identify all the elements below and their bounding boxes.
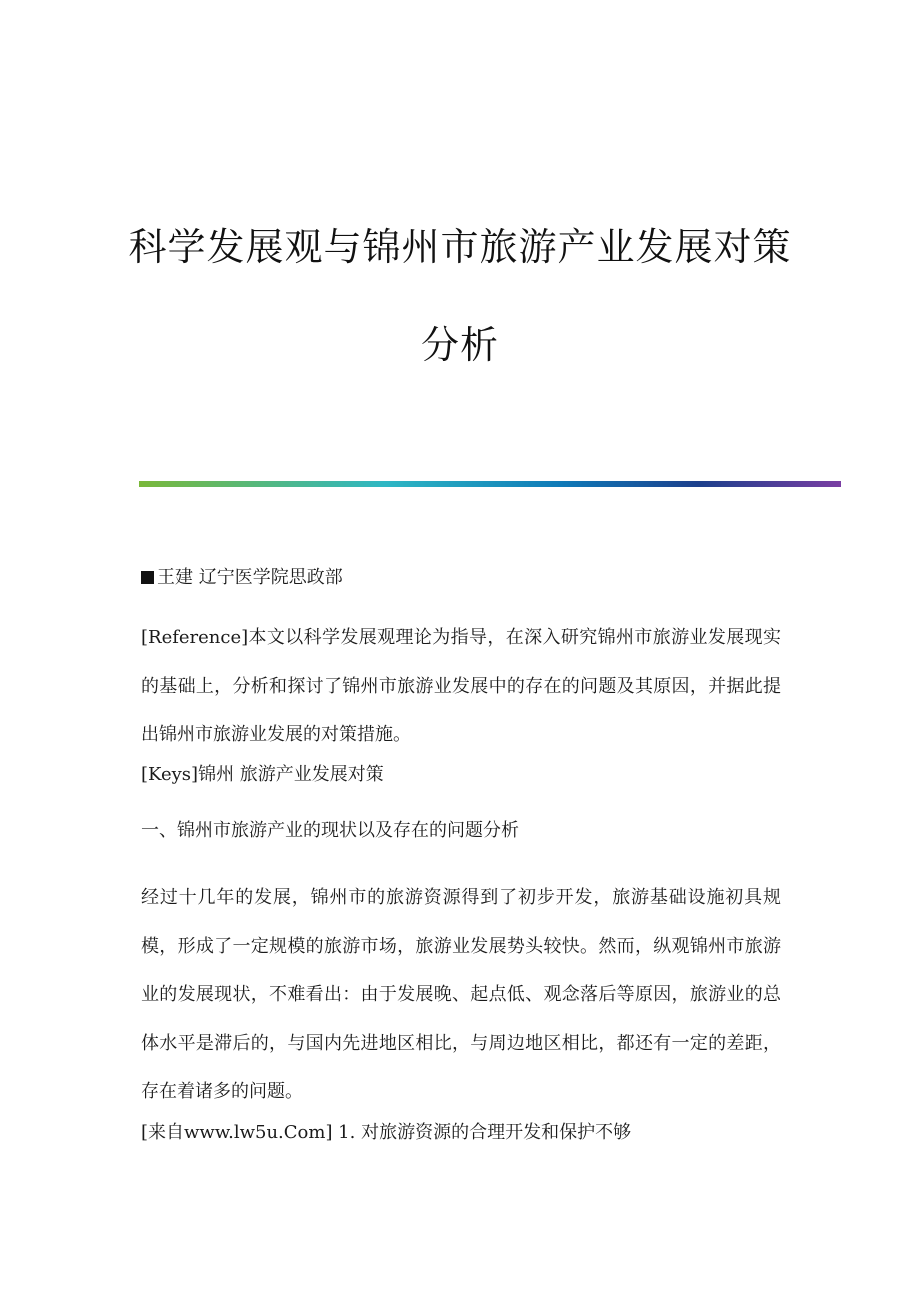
gradient-divider <box>139 481 841 487</box>
author-text: 王建 辽宁医学院思政部 <box>157 567 343 588</box>
document-title-line-1: 科学发展观与锦州市旅游产业发展对策 <box>128 225 792 269</box>
document-title-line-2: 分析 <box>420 323 499 367</box>
keywords-line: [Keys]锦州 旅游产业发展对策 <box>141 764 384 785</box>
abstract-paragraph: [Reference]本文以科学发展观理论为指导，在深入研究锦州市旅游业发展现实的基础上，分析和探讨了锦州市旅游业发展中的存在的问题及其原因，并据此提出锦州市旅游业发展的对策措施。 <box>141 627 781 745</box>
source-line: [来自www.lw5u.Com] 1. 对旅游资源的合理开发和保护不够 <box>141 1122 632 1143</box>
section-heading: 一、锦州市旅游产业的现状以及存在的问题分析 <box>141 820 519 841</box>
body-paragraph: 经过十几年的发展，锦州市的旅游资源得到了初步开发，旅游基础设施初具规模，形成了一定规模的旅游市场，旅游业发展势头较快。然而，纵观锦州市旅游业的发展现状，不难看出：由于发展晚、起点低、观念落后等原因，旅游业的总体水平是滞后的，与国内先进地区相比，与周边地区相比，都还有一定的差距，存在着诸多的问题。 <box>141 887 781 1102</box>
square-bullet-icon <box>141 571 154 584</box>
author-line <box>141 566 781 590</box>
